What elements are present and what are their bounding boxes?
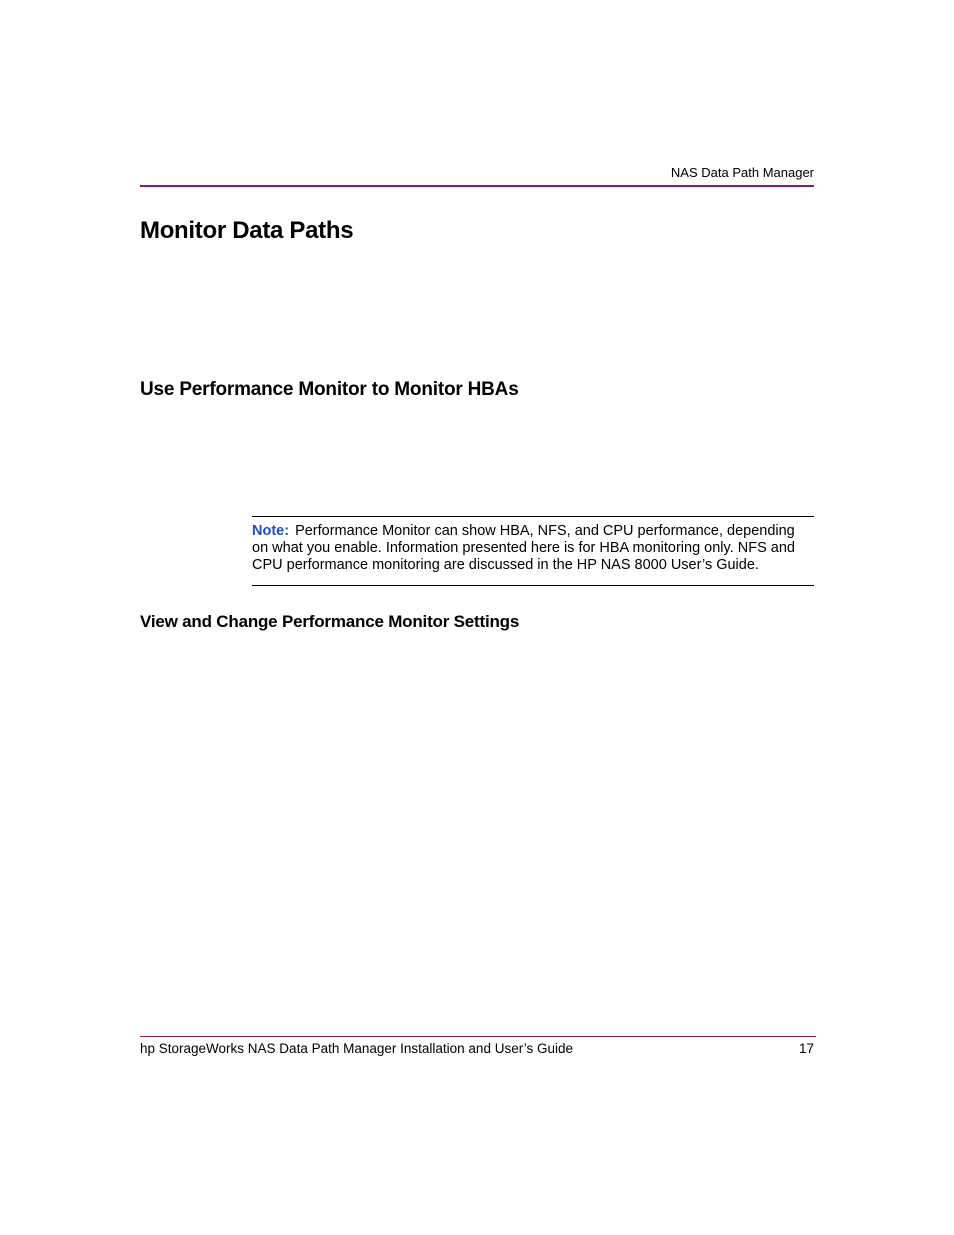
note-paragraph	[252, 523, 814, 574]
footer-book-title: hp StorageWorks NAS Data Path Manager Installation and User’s Guide	[140, 1041, 573, 1056]
footer-rule	[140, 1036, 816, 1037]
note-box	[252, 516, 814, 586]
note-body: Performance Monitor can show HBA, NFS, and CPU performance, depending on what you enable. Information presented here is for HBA monitoring only. NFS and CPU performance monitoring are discussed in the HP NAS 8000 User’s Guide.	[252, 523, 795, 573]
running-header: NAS Data Path Manager	[670, 165, 814, 180]
note-label: Note:	[252, 523, 290, 539]
footer-page-number: 17	[798, 1041, 814, 1056]
section-heading: Use Performance Monitor to Monitor HBAs	[140, 379, 519, 400]
header-rule	[140, 185, 814, 187]
subsection-heading: View and Change Performance Monitor Settings	[140, 612, 520, 631]
page-title: Monitor Data Paths	[140, 217, 354, 244]
